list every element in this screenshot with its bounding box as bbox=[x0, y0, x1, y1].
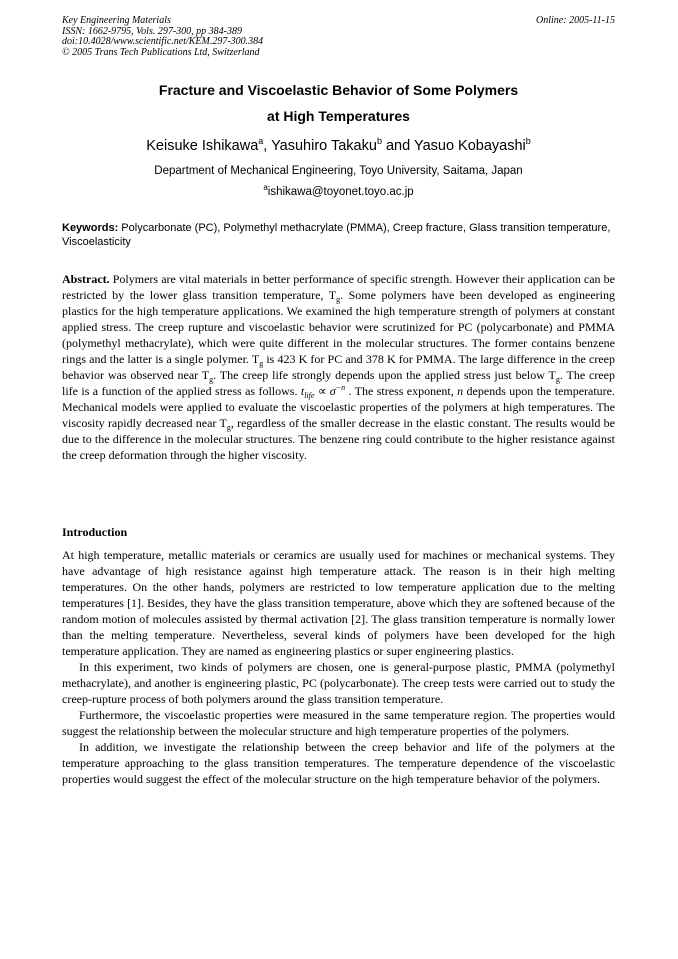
author-list bbox=[62, 138, 615, 154]
abstract-text: . Some polymers have been developed as engineering plastics for the high temperature applications. We examined the high temperature strength of polymers at constant applied stress. The creep rupture and viscoelastic behavior were scrutinized for PC (polycarbonate) and PMMA (polymethyl methacrylate), which were quite different in the molecular structures. The former contains benzene rings and the latter is a single polymer. T bbox=[62, 288, 616, 366]
abstract-text: . The creep life strongly depends upon the applied stress just below T bbox=[213, 368, 556, 382]
author-separator: and bbox=[381, 138, 414, 154]
introduction-body bbox=[62, 547, 615, 787]
email-address: ishikawa@toyonet.toyo.ac.jp bbox=[267, 186, 414, 198]
introduction-heading: Introduction bbox=[62, 525, 128, 539]
equation-proportional: ∝ bbox=[314, 384, 330, 398]
equation-subscript: life bbox=[304, 391, 315, 400]
online-date: Online: 2005-11-15 bbox=[536, 15, 615, 26]
email-mark: a bbox=[263, 183, 268, 192]
keywords bbox=[62, 222, 615, 249]
issn-line: ISSN: 1662-9795, Vols. 297-300, pp 384-389 bbox=[62, 25, 242, 37]
author-affiliation-mark: b bbox=[525, 136, 531, 146]
subscript: g bbox=[336, 295, 341, 304]
affiliation: Department of Mechanical Engineering, Toyo University, Saitama, Japan bbox=[154, 165, 523, 177]
paper-title-line-2: at High Temperatures bbox=[267, 108, 410, 124]
keywords-label: Keywords: bbox=[62, 222, 119, 234]
subscript: g bbox=[209, 375, 214, 384]
abstract-text: . The stress exponent, bbox=[345, 384, 458, 398]
journal-header bbox=[62, 16, 263, 58]
abstract-text: , regardless of the smaller decrease in the elastic constant. The results would be due to the difference in the molecular structures. The benzene ring could contribute to the higher resistance against the creep deformation through the higher viscosity. bbox=[62, 416, 615, 462]
abstract-text: Polymers are vital materials in better performance of specific strength. However their application can be restricted by the lower glass transition temperature, T bbox=[62, 272, 615, 302]
intro-paragraph: In addition, we investigate the relationship between the creep behavior and life of the polymers at the temperature approaching to the glass transition temperatures. The temperature dependence of the viscoelastic properties would suggest the effect of the molecular structure on the high temperature behavior of the polymers. bbox=[62, 740, 615, 786]
author-name: Yasuhiro Takaku bbox=[271, 138, 377, 154]
subscript: g bbox=[555, 375, 560, 384]
intro-paragraph: In this experiment, two kinds of polymers are chosen, one is general-purpose plastic, PMMA (polymethyl methacrylate), and another is engineering plastic, PC (polycarbonate). The creep tests were carried out to study the creep-rupture process of both polymers around the glass transition temperature. bbox=[62, 660, 615, 706]
equation-t: t bbox=[300, 384, 305, 398]
abstract-text: depends upon the temperature. Mechanical models were applied to evaluate the viscoelastic properties of the polymers at high temperatures. The viscosity rapidly decreased near T bbox=[62, 384, 615, 430]
abstract-text: is 423 K for PC and 378 K for PMMA. The large difference in the creep behavior was observed near T bbox=[62, 352, 615, 382]
keywords-text: Polycarbonate (PC), Polymethyl methacrylate (PMMA), Creep fracture, Glass transition temperature, Viscoelasticity bbox=[62, 222, 611, 248]
journal-name: Key Engineering Materials bbox=[62, 15, 171, 26]
equation-sigma: σ bbox=[329, 384, 336, 398]
intro-paragraph: Furthermore, the viscoelastic properties were measured in the same temperature region. The properties would suggest the relationship between the molecular structure and high temperature properties of the polymers. bbox=[62, 708, 615, 738]
stress-exponent-symbol: n bbox=[457, 384, 464, 398]
author-name: Yasuo Kobayashi bbox=[413, 138, 526, 154]
abstract bbox=[62, 271, 615, 463]
intro-paragraph: At high temperature, metallic materials or ceramics are usually used for machines or mechanical systems. They have advantage of high resistance against high temperature attack. The reason is in their high melting temperatures. On the other hands, polymers are restricted to low temperature application due to the melting temperatures [1]. Besides, they have the glass transition temperature, above which they are softened because of the random motion of molecules assisted by thermal activation [2]. The glass transition temperature is normally lower than the melting temperature. Nevertheless, several kinds of polymers have been developed for the high temperature application. They are named as engineering plastics or super engineering plastics. bbox=[62, 548, 615, 658]
author-affiliation-mark: a bbox=[258, 136, 264, 146]
abstract-label: Abstract. bbox=[62, 272, 110, 286]
author-affiliation-mark: b bbox=[376, 136, 382, 146]
author-separator: , bbox=[263, 138, 272, 154]
paper-title-line-1: Fracture and Viscoelastic Behavior of Some Polymers bbox=[158, 82, 519, 98]
equation-exponent: −n bbox=[335, 383, 346, 392]
author-name: Keisuke Ishikawa bbox=[146, 138, 259, 154]
copyright-line: © 2005 Trans Tech Publications Ltd, Switzerland bbox=[62, 46, 260, 58]
subscript: g bbox=[259, 359, 264, 368]
doi-line: doi:10.4028/www.scientific.net/KEM.297-300.384 bbox=[62, 36, 264, 47]
abstract-text: . The creep life is a function of the applied stress as follows. bbox=[62, 368, 615, 398]
subscript: g bbox=[226, 423, 231, 432]
author-email bbox=[62, 183, 615, 198]
